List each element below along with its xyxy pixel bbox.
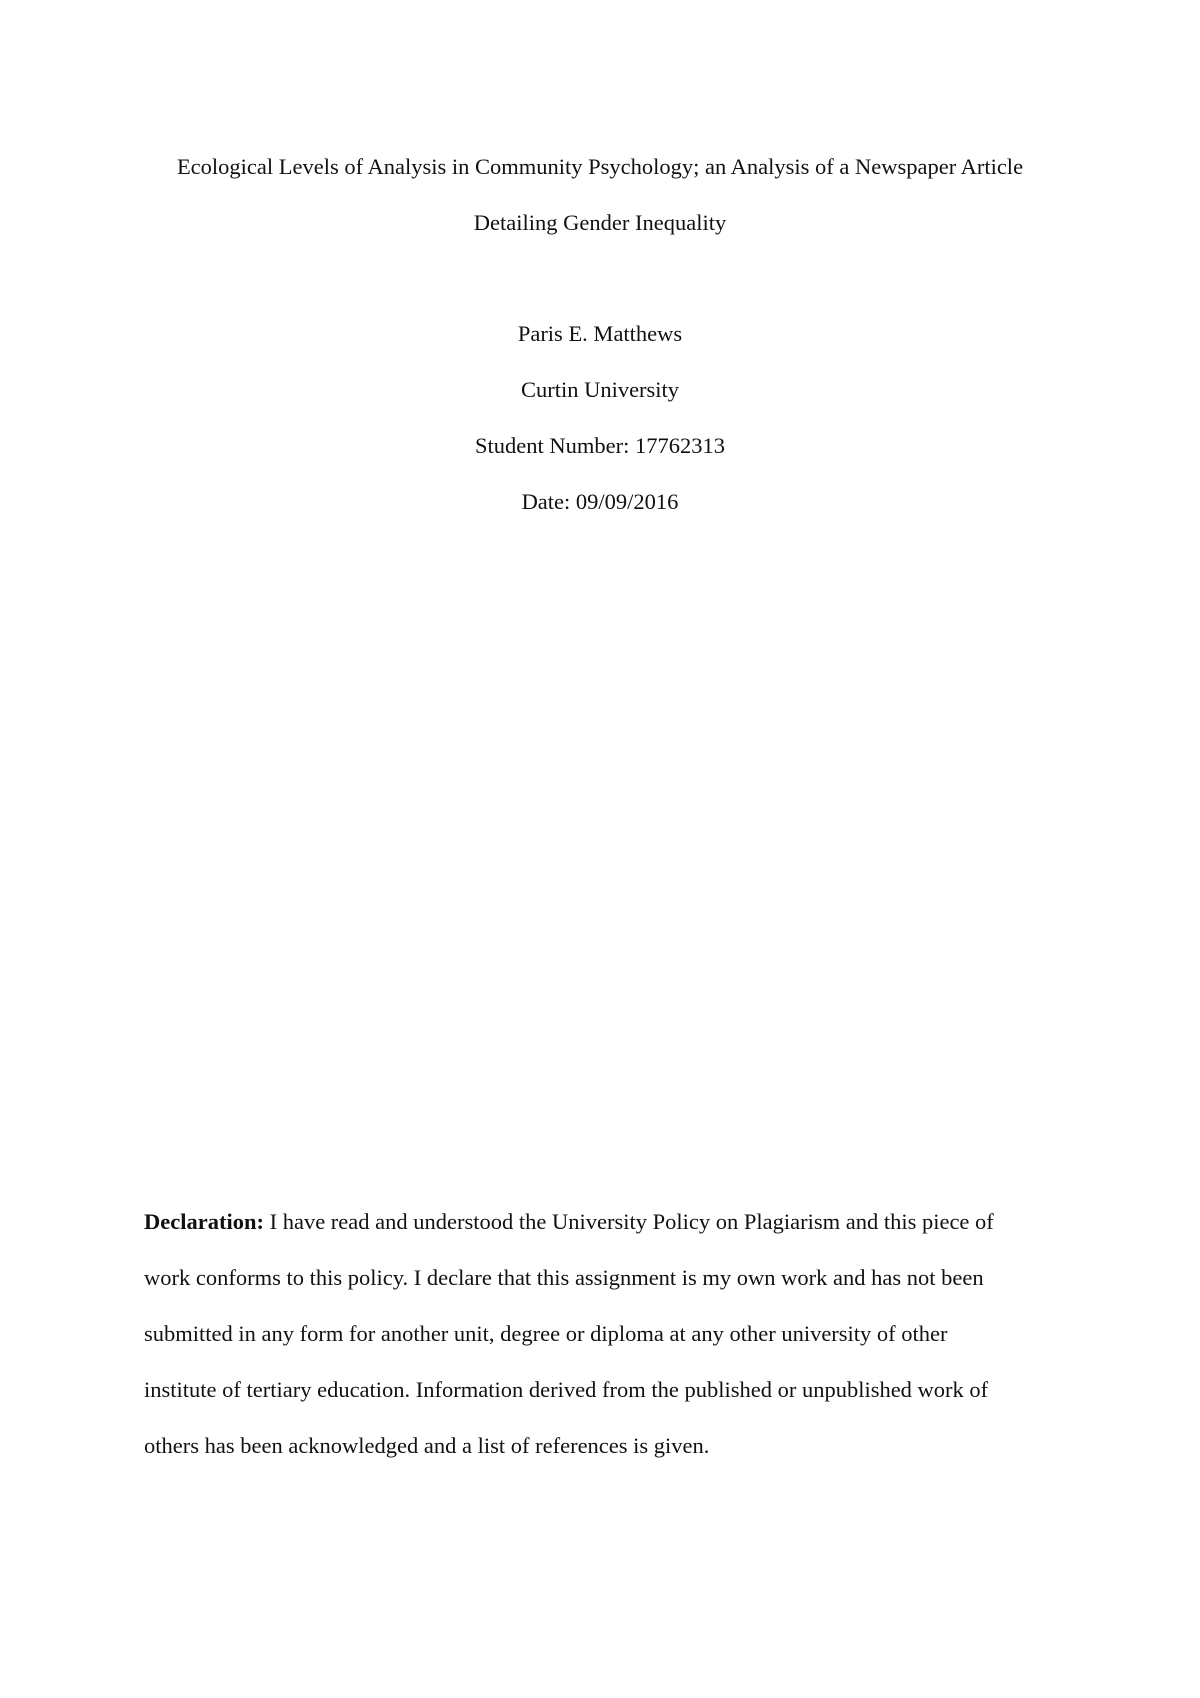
declaration-label: Declaration: <box>144 1209 264 1234</box>
submission-date: Date: 09/09/2016 <box>521 489 679 514</box>
author-name: Paris E. Matthews <box>517 321 683 346</box>
declaration-text-1: I have read and understood the University Policy on Plagiarism and this piece of <box>263 1209 994 1234</box>
declaration-paragraph <box>144 1194 1069 1474</box>
institution-name: Curtin University <box>520 377 680 402</box>
declaration-line-3: submitted in any form for another unit, degree or diploma at any other university of other <box>144 1321 948 1346</box>
declaration-line-5: others has been acknowledged and a list of references is given. <box>144 1433 710 1458</box>
title-line-1: Ecological Levels of Analysis in Community Psychology; an Analysis of a Newspaper Article <box>176 154 1024 179</box>
author-info <box>120 306 1080 530</box>
declaration-line-4: institute of tertiary education. Information derived from the published or unpublished work of <box>144 1377 989 1402</box>
title-line-2: Detailing Gender Inequality <box>473 210 727 235</box>
student-number: Student Number: 17762313 <box>475 433 725 458</box>
document-title <box>120 139 1080 251</box>
declaration-line-2: work conforms to this policy. I declare that this assignment is my own work and has not been <box>144 1265 984 1290</box>
declaration-line-1 <box>144 1194 1069 1250</box>
